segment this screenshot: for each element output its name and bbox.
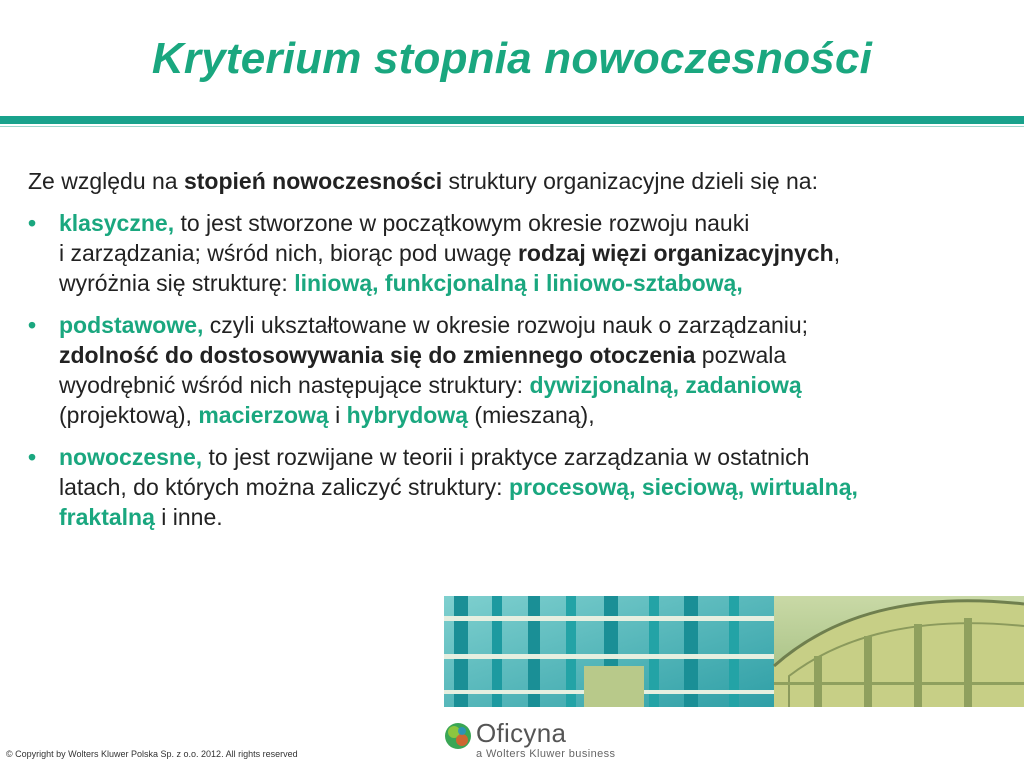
item-text: i: [328, 402, 347, 428]
title-divider: [0, 116, 1024, 124]
building-photo: [444, 596, 1024, 707]
globe-logo-icon: [444, 722, 472, 750]
item-highlight: fraktalną: [59, 504, 155, 530]
slide-body: [28, 166, 1008, 544]
item-highlight: hybrydową: [346, 402, 469, 428]
intro-text-before: Ze względu na: [28, 168, 184, 194]
slide-title: Kryterium stopnia nowoczesności: [151, 34, 873, 83]
list-item-modern: [28, 442, 1008, 532]
item-text: pozwala: [695, 342, 787, 368]
item-text: latach, do których można zaliczyć struktury:: [59, 474, 509, 500]
keyword-modern: nowoczesne,: [59, 444, 203, 470]
bullet-icon: •: [28, 210, 37, 236]
item-text: czyli ukształtowane w okresie rozwoju nauk o zarządzaniu;: [203, 312, 809, 338]
item-text: wyodrębnić wśród nich następujące struktury:: [59, 372, 530, 398]
item-text: wyróżnia się strukturę:: [59, 270, 295, 296]
title-divider-thin: [0, 126, 1024, 127]
intro-bold: stopień nowoczesności: [183, 168, 443, 194]
item-text: to jest rozwijane w teorii i praktyce zarządzania w ostatnich: [202, 444, 810, 470]
item-bold: zdolność do dostosowywania się do zmiennego otoczenia: [59, 342, 696, 368]
bullet-list: [28, 208, 1008, 532]
item-highlight: procesową, sieciową, wirtualną,: [508, 474, 858, 500]
item-text: i inne.: [154, 504, 223, 530]
item-text: to jest stworzone w początkowym okresie rozwoju nauki: [174, 210, 750, 236]
item-text: ,: [833, 240, 841, 266]
logo-name: Oficyna: [476, 718, 567, 748]
publisher-logo: [444, 718, 664, 764]
copyright-text: © Copyright by Wolters Kluwer Polska Sp. z o.o. 2012. All rights reserved: [6, 749, 298, 759]
bullet-icon: •: [28, 444, 37, 470]
keyword-classic: klasyczne,: [59, 210, 175, 236]
item-text: i zarządzania; wśród nich, biorąc pod uwagę: [59, 240, 518, 266]
item-bold: rodzaj więzi organizacyjnych: [517, 240, 834, 266]
logo-subtitle: a Wolters Kluwer business: [476, 748, 616, 760]
intro-text-after: struktury organizacyjne dzieli się na:: [442, 168, 818, 194]
item-highlight: liniową, funkcjonalną i liniowo-sztabową,: [294, 270, 743, 296]
building-glass-facade-image: [444, 596, 1024, 707]
list-item-basic: [28, 310, 1008, 430]
intro-paragraph: [28, 166, 1008, 196]
bullet-icon: •: [28, 312, 37, 338]
item-text: (projektową),: [59, 402, 199, 428]
item-highlight: dywizjonalną, zadaniową: [529, 372, 802, 398]
item-highlight: macierzową: [198, 402, 329, 428]
item-text: (mieszaną),: [468, 402, 595, 428]
list-item-classic: [28, 208, 1008, 298]
keyword-basic: podstawowe,: [59, 312, 204, 338]
